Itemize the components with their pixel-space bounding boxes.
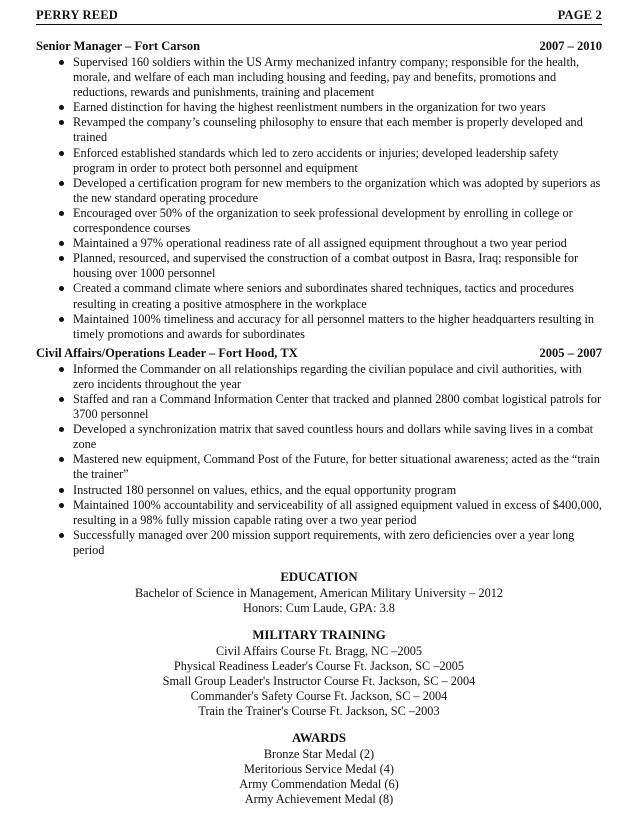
bullet-item: Staffed and ran a Command Information Center that tracked and planned 2800 combat logistical patrols for 3700 personnel (73, 391, 602, 422)
section-heading: AWARDS (291, 731, 347, 745)
education-line: Honors: Cum Laude, GPA: 3.8 (243, 601, 395, 615)
job-bullets (36, 55, 602, 342)
training-line: Train the Trainer's Course Ft. Jackson, SC –2003 (198, 704, 440, 718)
page-header (36, 8, 602, 25)
bullet-item: Maintained a 97% operational readiness rate of all assigned equipment throughout a two year period (73, 236, 602, 251)
bullet-item: Mastered new equipment, Command Post of the Future, for better situational awareness; acted as the “train the trainer” (73, 452, 602, 482)
job-senior-manager (36, 39, 602, 342)
bullet-item: Developed a synchronization matrix that saved countless hours and dollars while saving lives in a combat zone (73, 422, 602, 452)
education-line: Bachelor of Science in Management, American Military University – 2012 (134, 586, 504, 600)
bullet-item: Created a command climate where seniors and subordinates shared techniques, tactics and procedures resulting in creating a positive atmosphere in the workplace (73, 281, 602, 311)
section-heading: MILITARY TRAINING (252, 628, 386, 642)
bullet-item: Planned, resourced, and supervised the construction of a combat outpost in Basra, Iraq; responsible for housing over 1000 personnel (73, 251, 602, 281)
award-line: Army Commendation Medal (6) (239, 777, 399, 791)
bullet-item: Developed a certification program for new members to the organization which was adopted by superiors as the new standard operating procedure (73, 175, 601, 205)
education-section (36, 570, 602, 616)
bullet-item: Earned distinction for having the highest reenlistment numbers in the organization for two years (73, 100, 602, 115)
job-bullets (36, 362, 602, 558)
job-title: Senior Manager – Fort Carson (36, 39, 201, 53)
bullet-item: Maintained 100% accountability and serviceability of all assigned equipment valued in excess of $400,000, resulting in a 98% fully mission capable rating over a two year period (73, 497, 602, 527)
bullet-item: Successfully managed over 200 mission support requirements, with zero deficiencies over a year long period (73, 528, 602, 558)
training-line: Physical Readiness Leader's Course Ft. Jackson, SC –2005 (173, 659, 465, 673)
candidate-name: PERRY REED (36, 8, 119, 22)
job-heading (36, 346, 602, 361)
job-civil-affairs (36, 346, 602, 558)
bullet-item: Maintained 100% timeliness and accuracy for all personnel matters to the higher headquarters resulting in timely promotions and awards for subordinates (73, 312, 602, 342)
bullet-item: Encouraged over 50% of the organization to seek professional development by enrolling in college or correspondence courses (73, 206, 602, 236)
section-heading: EDUCATION (280, 570, 358, 584)
training-line: Commander's Safety Course Ft. Jackson, SC – 2004 (190, 689, 448, 703)
training-line: Civil Affairs Course Ft. Bragg, NC –2005 (215, 644, 423, 658)
page-number: PAGE 2 (557, 8, 602, 22)
bullet-item: Informed the Commander on all relationships regarding the civilian populace and civil authorities, with zero incidents throughout the year (73, 362, 602, 392)
military-training-section (36, 628, 602, 719)
award-line: Army Achievement Medal (8) (244, 792, 394, 806)
job-title: Civil Affairs/Operations Leader – Fort Hood, TX (36, 345, 298, 360)
award-line: Bronze Star Medal (2) (263, 747, 375, 761)
bullet-item: Instructed 180 personnel on values, ethics, and the equal opportunity program (73, 483, 602, 498)
awards-section (36, 731, 602, 807)
bullet-item: Revamped the company’s counseling philosophy to ensure that each member is properly developed and trained (73, 115, 602, 145)
job-dates: 2005 – 2007 (539, 345, 602, 360)
job-heading (36, 39, 602, 54)
bullet-item: Enforced established standards which led to zero accidents or injuries; developed leadership safety program in order to protect both personnel and equipment (73, 146, 602, 176)
award-line: Meritorious Service Medal (4) (244, 762, 394, 776)
bullet-item: Supervised 160 soldiers within the US Army mechanized infantry company; responsible for the health, morale, and welfare of each man including housing and feeding, pay and benefits, promotions and reductions, rewards and punishments, training and placement (73, 55, 602, 100)
job-dates: 2007 – 2010 (539, 39, 602, 53)
training-line: Small Group Leader's Instructor Course Ft. Jackson, SC – 2004 (162, 674, 476, 688)
